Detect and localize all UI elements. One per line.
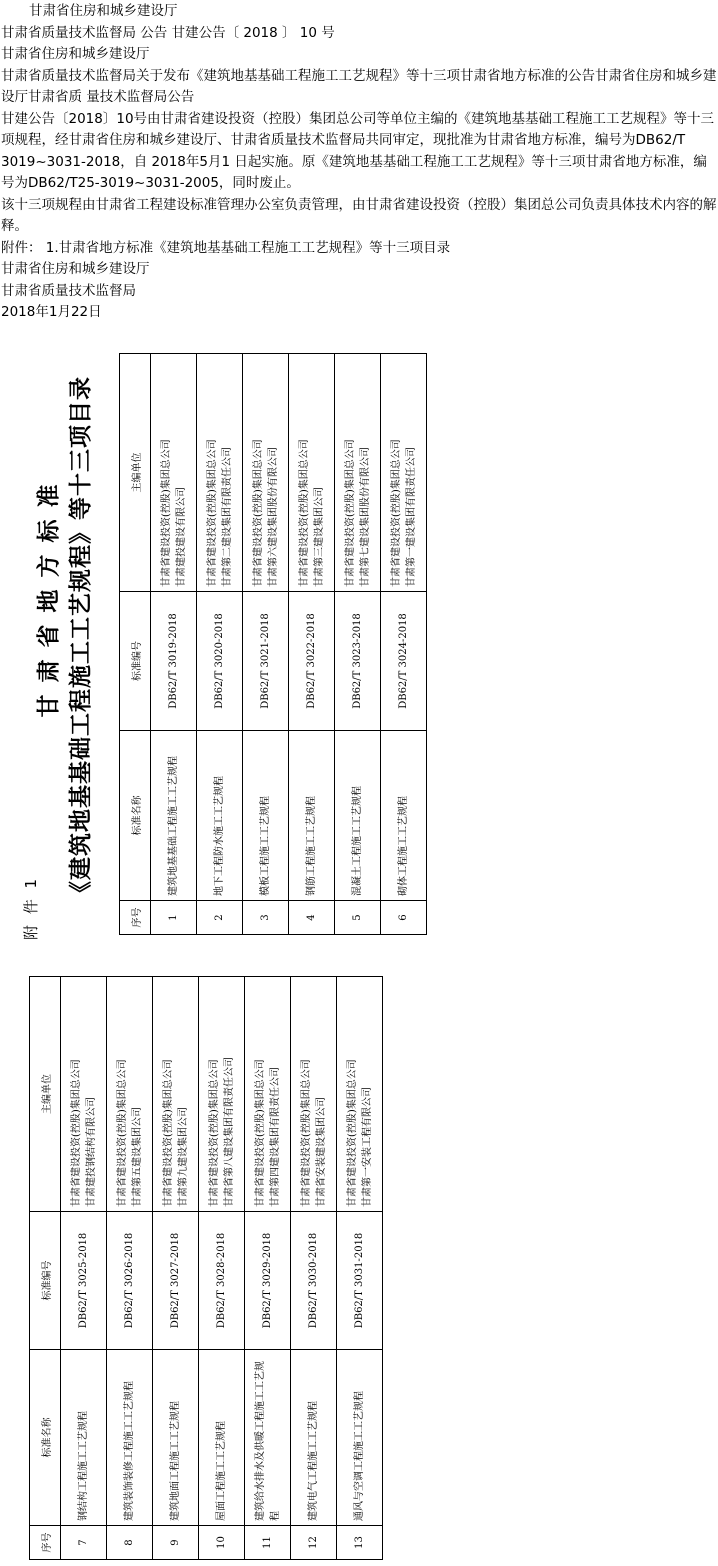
editor-unit-line: 甘肃省建设投资(控股)集团总公司 [206, 439, 218, 587]
editor-unit [153, 977, 199, 1212]
standard-code: DB62/T 3026-2018 [107, 1212, 153, 1350]
editor-unit [245, 977, 291, 1212]
editor-unit-line: 甘肃建投钢结构有限公司 [85, 1097, 97, 1207]
signature-date: 2018年1月22日 [1, 304, 102, 320]
editor-unit-line: 甘肃省建设投资(控股)集团总公司 [254, 1059, 266, 1207]
editor-unit-line: 甘肃建投建设有限公司 [175, 487, 187, 587]
header-cell: 主编单位 [30, 977, 61, 1212]
standard-name: 屋面工程施工工艺规程 [199, 1350, 245, 1526]
editor-unit [151, 354, 197, 592]
table-row [245, 977, 291, 1560]
editor-unit-line: 甘肃省建设投资(控股)集团总公司 [70, 1059, 82, 1207]
standard-name: 建筑地面工程施工工艺规程 [153, 1350, 199, 1526]
table-row [291, 977, 337, 1560]
editor-unit [199, 977, 245, 1212]
editor-unit-line: 甘肃第四建设集团有限责任公司 [269, 1067, 281, 1207]
standard-code: DB62/T 3021-2018 [243, 592, 289, 731]
editor-unit-line: 甘肃第三建设集团公司 [313, 487, 325, 587]
header-cell: 序号 [30, 1526, 61, 1560]
header-cell: 主编单位 [120, 354, 151, 592]
editor-unit-line: 甘肃第二建设集团有限责任公司 [221, 447, 233, 587]
standard-code: DB62/T 3030-2018 [291, 1212, 337, 1350]
editor-unit-line: 甘肃省建设投资(控股)集团总公司 [344, 439, 356, 587]
header-cell: 标准编号 [30, 1212, 61, 1350]
editor-unit-line: 甘肃第九建设集团公司 [177, 1107, 189, 1207]
editor-unit [61, 977, 107, 1212]
table-row [199, 977, 245, 1560]
standard-name: 钢筋工程施工工艺规程 [289, 731, 335, 901]
attachment-note: 附件： 1.甘肃省地方标准《建筑地基基础工程施工工艺规程》等十三项目录 [1, 239, 451, 256]
editor-unit-line: 甘肃第一安装工程有限公司 [361, 1087, 373, 1207]
attachment-subtitle: 《建筑地基基础工程施工工艺规程》等十三项目录 [67, 376, 94, 904]
announcement-header: 甘肃省质量技术监督局 公告 甘建公告〔 2018 〕 10 号 [1, 24, 335, 41]
editor-unit-line: 甘肃省建设投资(控股)集团总公司 [298, 439, 310, 587]
standard-code: DB62/T 3027-2018 [153, 1212, 199, 1350]
standard-code: DB62/T 3024-2018 [381, 592, 427, 731]
editor-unit [337, 977, 383, 1212]
standard-code: DB62/T 3023-2018 [335, 592, 381, 731]
issuer-line: 甘肃省住房和城乡建设厅 [29, 3, 178, 19]
editor-unit-line: 甘肃省建设投资(控股)集团总公司 [116, 1059, 128, 1207]
editor-unit-line: 甘肃省安装建设集团公司 [315, 1097, 327, 1207]
attachment-page-1 [18, 350, 418, 940]
standard-name: 砌体工程施工工艺规程 [381, 731, 427, 901]
row-number: 13 [337, 1526, 383, 1560]
standard-code: DB62/T 3029-2018 [245, 1212, 291, 1350]
table-row [61, 977, 107, 1560]
editor-unit-line: 甘肃第六建设集团股份有限公司 [267, 447, 279, 587]
editor-unit [107, 977, 153, 1212]
editor-unit [289, 354, 335, 592]
row-number: 9 [153, 1526, 199, 1560]
editor-unit [335, 354, 381, 592]
standard-name: 混凝土工程施工工艺规程 [335, 731, 381, 901]
editor-unit [243, 354, 289, 592]
row-number: 2 [197, 901, 243, 935]
table-header-row [30, 977, 61, 1560]
announcement-text [1, 1, 717, 324]
table-row [243, 354, 289, 935]
row-number: 12 [291, 1526, 337, 1560]
editor-unit-line: 甘肃省建设投资(控股)集团总公司 [208, 1059, 220, 1207]
editor-unit-line: 甘肃省建设投资(控股)集团总公司 [160, 439, 172, 587]
standard-name: 建筑装饰装修工程施工工艺规程 [107, 1350, 153, 1526]
header-cell: 标准名称 [120, 731, 151, 901]
standard-code: DB62/T 3020-2018 [197, 592, 243, 731]
standard-code: DB62/T 3022-2018 [289, 592, 335, 731]
editor-unit-line: 甘肃第一建设集团有限责任公司 [405, 447, 417, 587]
table-row [337, 977, 383, 1560]
editor-unit [291, 977, 337, 1212]
editor-unit-line: 甘肃第五建设集团公司 [131, 1107, 143, 1207]
table-row [335, 354, 381, 935]
table-row [107, 977, 153, 1560]
row-number: 1 [151, 901, 197, 935]
editor-unit [197, 354, 243, 592]
announcement-body: 该十三项规程由甘肃省工程建设标准管理办公室负责管理，由甘肃省建设投资（控股）集团总公司负责具体技术内容的解释。 [1, 196, 717, 234]
editor-unit [381, 354, 427, 592]
row-number: 6 [381, 901, 427, 935]
row-number: 10 [199, 1526, 245, 1560]
row-number: 7 [61, 1526, 107, 1560]
row-number: 4 [289, 901, 335, 935]
row-number: 8 [107, 1526, 153, 1560]
standard-code: DB62/T 3031-2018 [337, 1212, 383, 1350]
editor-unit-line: 甘肃省建设投资(控股)集团总公司 [162, 1059, 174, 1207]
standards-table-continued [29, 976, 383, 1560]
standard-name: 地下工程防水施工工艺规程 [197, 731, 243, 901]
standard-code: DB62/T 3028-2018 [199, 1212, 245, 1350]
row-number: 11 [245, 1526, 291, 1560]
editor-unit-line: 甘肃省建设投资(控股)集团总公司 [390, 439, 402, 587]
table-row [289, 354, 335, 935]
standard-name: 通风与空调工程施工工艺规程 [337, 1350, 383, 1526]
standard-name: 建筑电气工程施工工艺规程 [291, 1350, 337, 1526]
table-row [151, 354, 197, 935]
editor-unit-line: 甘肃省建设投资(控股)集团总公司 [346, 1059, 358, 1207]
table-row [153, 977, 199, 1560]
editor-unit-line: 甘肃省第八建设集团有限责任公司 [223, 1057, 235, 1207]
table-row [197, 354, 243, 935]
header-cell: 标准名称 [30, 1350, 61, 1526]
standards-table [119, 353, 427, 935]
standard-code: DB62/T 3025-2018 [61, 1212, 107, 1350]
header-cell: 序号 [120, 901, 151, 935]
standard-name: 钢结构工程施工工艺规程 [61, 1350, 107, 1526]
announcement-title: 甘肃省质量技术监督局关于发布《建筑地基基础工程施工工艺规程》等十三项甘肃省地方标准的公告甘肃省住房和城乡建设厅甘肃省质 量技术监督局公告 [1, 67, 717, 105]
header-cell: 标准编号 [120, 592, 151, 731]
attachment-label: 附 件 1 [22, 875, 40, 940]
issuer-line: 甘肃省住房和城乡建设厅 [1, 46, 150, 62]
editor-unit-line: 甘肃第七建设集团股份有限公司 [359, 447, 371, 587]
attachment-page-2 [24, 975, 374, 1560]
standard-name: 模板工程施工工艺规程 [243, 731, 289, 901]
signature-line: 甘肃省质量技术监督局 [1, 282, 136, 299]
table-row [381, 354, 427, 935]
signature-line: 甘肃省住房和城乡建设厅 [1, 261, 150, 277]
standard-name: 建筑给水排水及供暖工程施工工艺规程 [245, 1350, 291, 1526]
standard-code: DB62/T 3019-2018 [151, 592, 197, 731]
row-number: 3 [243, 901, 289, 935]
editor-unit-line: 甘肃省建设投资(控股)集团总公司 [300, 1059, 312, 1207]
announcement-body: 甘建公告〔2018〕10号由甘肃省建设投资（控股）集团总公司等单位主编的《建筑地基基础工程施工工艺规程》等十三项规程，经甘肃省住房和城乡建设厅、甘肃省质量技术监督局共同审定，现批准为甘肃省地方标准，编号为DB62/T 3019~3031-2018，自 2018年5月1 日起实施。原《建筑地基基础工程施工工艺规程》等十三项甘肃省地方标准，编号为DB62/T25-3019~3031-2005，同时废止。 [1, 110, 715, 191]
row-number: 5 [335, 901, 381, 935]
attachment-title: 甘 肃 省 地 方 标 准 [35, 482, 62, 718]
editor-unit-line: 甘肃省建设投资(控股)集团总公司 [252, 439, 264, 587]
standard-name: 建筑地基基础工程施工工艺规程 [151, 731, 197, 901]
table-header-row [120, 354, 151, 935]
